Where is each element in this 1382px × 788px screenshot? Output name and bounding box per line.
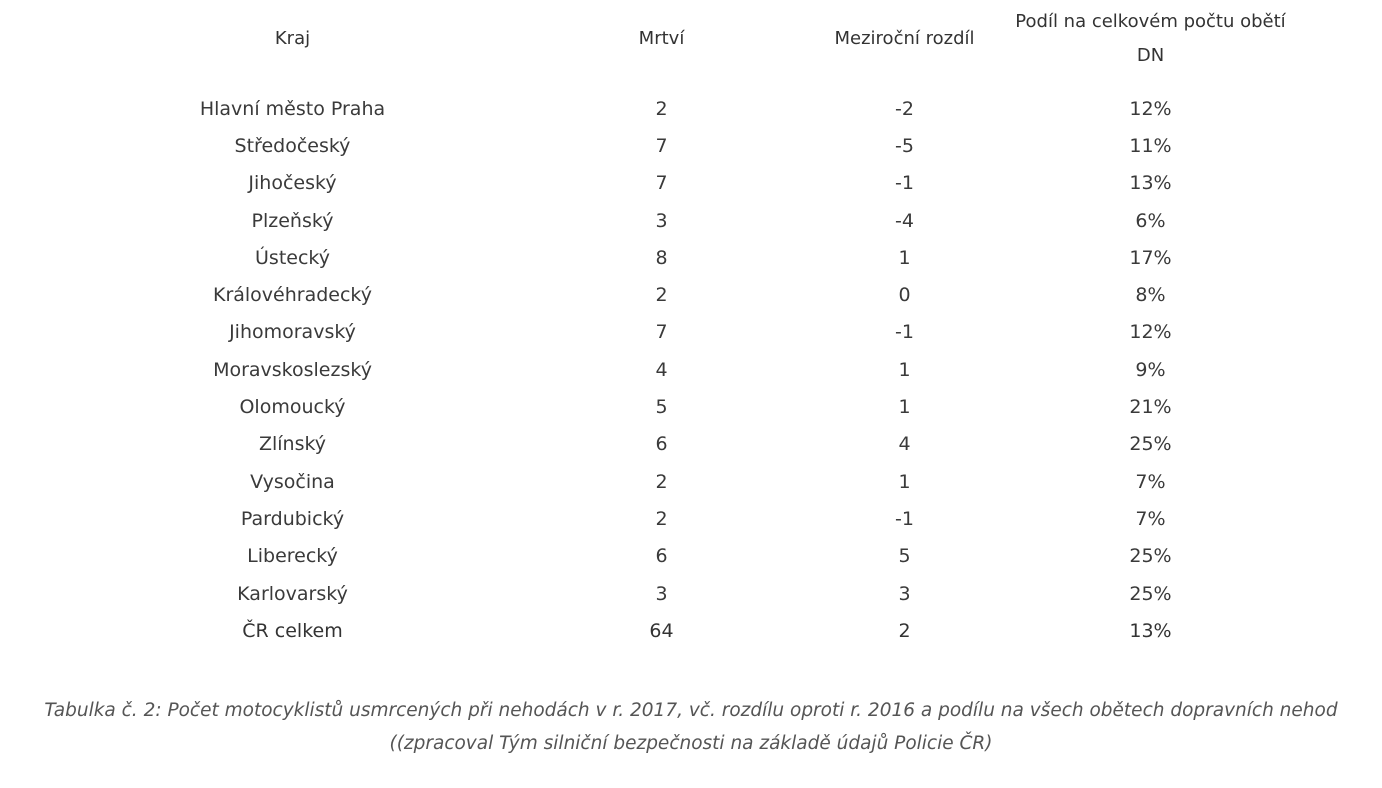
cell-podil: 12% — [1129, 97, 1172, 120]
cell-mrtvi: 3 — [655, 209, 668, 232]
table-row — [120, 78, 1350, 127]
cell-mrtvi: 5 — [655, 396, 668, 419]
table-row — [120, 500, 1350, 537]
cell-podil: 7% — [1135, 507, 1166, 530]
cell-podil: 25% — [1129, 582, 1172, 605]
table-row — [120, 202, 1350, 239]
table-row — [120, 388, 1350, 425]
table-row — [120, 127, 1350, 164]
table-row — [120, 426, 1350, 463]
cell-kraj: Královéhradecký — [212, 284, 372, 307]
table-row — [120, 239, 1350, 276]
header-rozdil-label: Meziroční rozdíl — [834, 28, 975, 49]
cell-kraj: Plzeňský — [251, 209, 334, 232]
table-body — [120, 78, 1350, 649]
cell-rozdil: 4 — [898, 433, 911, 456]
header-rozdil — [834, 0, 975, 78]
header-row — [120, 0, 1350, 78]
table-row — [120, 538, 1350, 575]
header-kraj: Kraj — [274, 28, 311, 49]
cell-rozdil: 1 — [898, 470, 911, 493]
cell-kraj: Hlavní město Praha — [199, 97, 386, 120]
cell-rozdil: 3 — [898, 582, 911, 605]
cell-rozdil: 0 — [898, 284, 911, 307]
table-row-total — [120, 612, 1350, 649]
cell-podil: 25% — [1129, 433, 1172, 456]
cell-kraj: Moravskoslezský — [213, 358, 372, 381]
cell-kraj: Středočeský — [234, 134, 351, 157]
cell-rozdil: -2 — [895, 97, 914, 120]
cell-rozdil: 1 — [898, 358, 911, 381]
cell-kraj: Pardubický — [240, 507, 345, 530]
cell-mrtvi: 2 — [655, 507, 668, 530]
table-row — [120, 314, 1350, 351]
cell-mrtvi: 7 — [655, 321, 668, 344]
cell-podil: 12% — [1129, 321, 1172, 344]
header-podil-line1: Podíl na celkovém počtu obětí — [1015, 11, 1286, 32]
cell-rozdil: 1 — [898, 246, 911, 269]
cell-mrtvi: 6 — [655, 433, 668, 456]
cell-mrtvi: 3 — [655, 582, 668, 605]
cell-kraj: Vysočina — [250, 470, 335, 493]
cell-mrtvi: 6 — [655, 545, 668, 568]
cell-mrtvi: 64 — [649, 619, 674, 642]
cell-kraj: Karlovarský — [237, 582, 348, 605]
cell-podil: 13% — [1129, 172, 1172, 195]
cell-podil: 13% — [1129, 619, 1172, 642]
cell-podil: 7% — [1135, 470, 1166, 493]
cell-podil: 25% — [1129, 545, 1172, 568]
header-podil-line2: DN — [1136, 45, 1165, 66]
cell-rozdil: -4 — [895, 209, 914, 232]
cell-rozdil: 2 — [898, 619, 911, 642]
caption-line-1: Tabulka č. 2: Počet motocyklistů usmrcených při nehodách v r. 2017, vč. rozdílu oproti r. 2016 a podílu na všech obětech dopravních nehod — [44, 700, 1338, 721]
cell-podil: 11% — [1129, 134, 1172, 157]
cell-podil: 6% — [1135, 209, 1166, 232]
cell-rozdil: -1 — [895, 507, 914, 530]
cell-mrtvi: 2 — [655, 97, 668, 120]
table-caption — [20, 694, 1362, 760]
cell-mrtvi: 4 — [655, 358, 668, 381]
caption-line-2: ((zpracoval Tým silniční bezpečnosti na základě údajů Policie ČR) — [389, 733, 993, 754]
header-podil — [951, 0, 1350, 78]
cell-podil: 9% — [1135, 358, 1166, 381]
table-row — [120, 351, 1350, 388]
cell-rozdil: 1 — [898, 396, 911, 419]
cell-mrtvi: 7 — [655, 172, 668, 195]
table-row — [120, 165, 1350, 202]
cell-podil: 21% — [1129, 396, 1172, 419]
cell-kraj: Olomoucký — [239, 396, 346, 419]
cell-kraj: Jihomoravský — [229, 321, 356, 344]
table-row — [120, 463, 1350, 500]
table-header — [120, 0, 1350, 78]
cell-mrtvi: 7 — [655, 134, 668, 157]
stats-table — [120, 0, 1350, 649]
cell-mrtvi: 8 — [655, 246, 668, 269]
cell-rozdil: -1 — [895, 172, 914, 195]
cell-kraj: Jihočeský — [248, 172, 337, 195]
table-row — [120, 575, 1350, 612]
cell-rozdil: -1 — [895, 321, 914, 344]
cell-kraj: Zlínský — [258, 433, 327, 456]
header-mrtvi: Mrtví — [638, 28, 685, 49]
cell-mrtvi: 2 — [655, 470, 668, 493]
table-row — [120, 276, 1350, 313]
cell-kraj: ČR celkem — [242, 619, 343, 642]
cell-kraj: Ústecký — [255, 246, 330, 269]
cell-rozdil: 5 — [898, 545, 911, 568]
cell-kraj: Liberecký — [247, 545, 338, 568]
cell-podil: 8% — [1135, 284, 1166, 307]
cell-podil: 17% — [1129, 246, 1172, 269]
cell-rozdil: -5 — [895, 134, 914, 157]
cell-mrtvi: 2 — [655, 284, 668, 307]
